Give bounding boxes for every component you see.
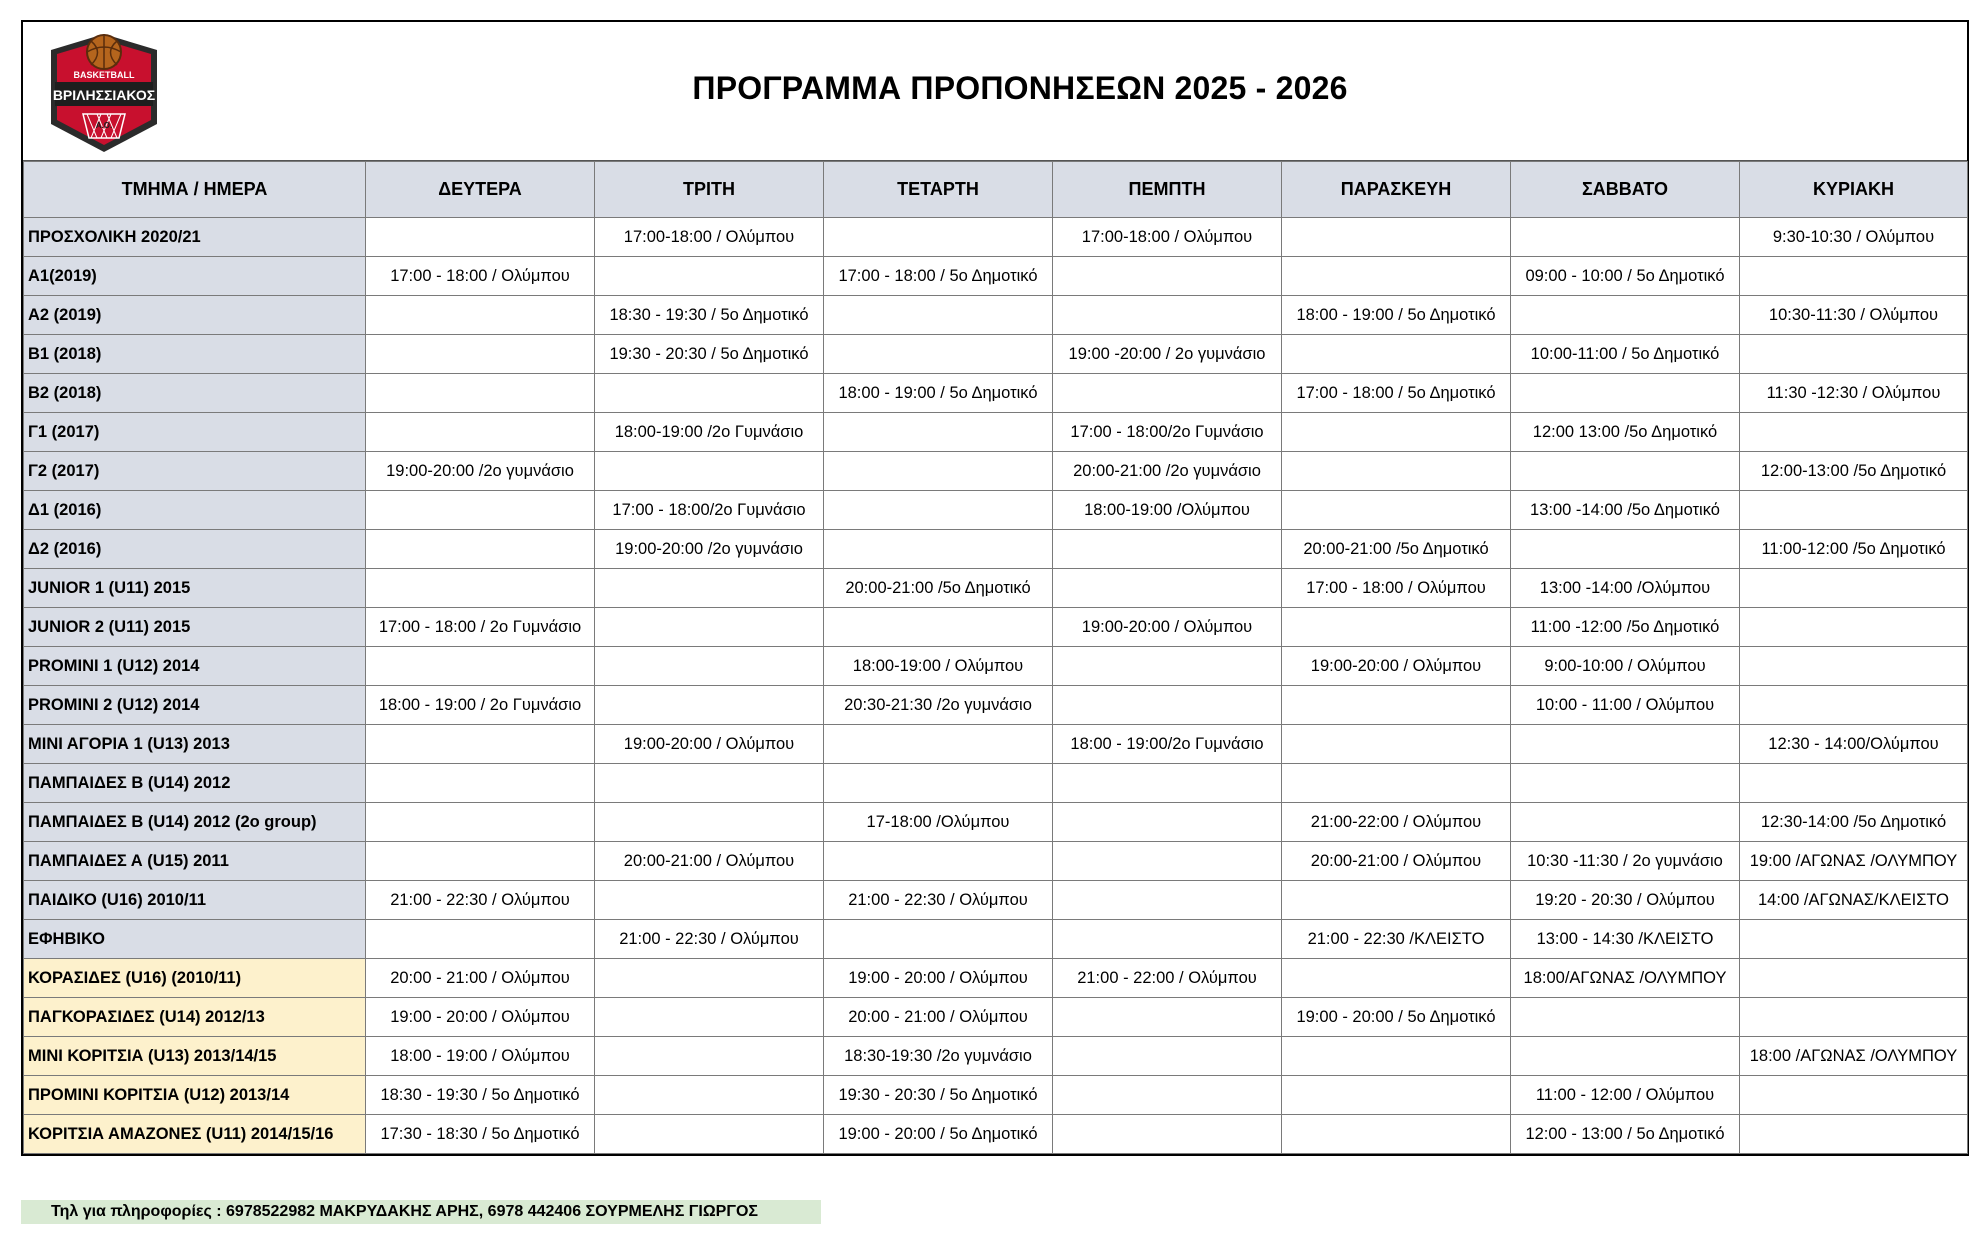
schedule-slot-cell: 10:00 - 11:00 / Ολύμπου — [1511, 686, 1740, 725]
group-name-cell: ΠΑΓΚΟΡΑΣΙΔΕΣ (U14) 2012/13 — [24, 998, 366, 1037]
schedule-slot-cell — [824, 608, 1053, 647]
group-name-cell: PROMINI 1 (U12) 2014 — [24, 647, 366, 686]
column-header-monday: ΔΕΥΤΕΡΑ — [366, 162, 595, 218]
table-row — [24, 803, 1968, 842]
schedule-slot-cell — [366, 725, 595, 764]
table-row — [24, 530, 1968, 569]
group-name-cell: Δ2 (2016) — [24, 530, 366, 569]
schedule-slot-cell — [1282, 1076, 1511, 1115]
schedule-slot-cell: 17:00 - 18:00 / 2ο Γυμνάσιο — [366, 608, 595, 647]
schedule-slot-cell — [595, 686, 824, 725]
schedule-slot-cell — [1282, 218, 1511, 257]
schedule-slot-cell: 21:00 - 22:30 / Ολύμπου — [824, 881, 1053, 920]
schedule-slot-cell — [824, 725, 1053, 764]
schedule-slot-cell — [595, 959, 824, 998]
schedule-slot-cell: 11:00-12:00 /5ο Δημοτικό — [1740, 530, 1968, 569]
schedule-slot-cell — [366, 530, 595, 569]
table-row — [24, 296, 1968, 335]
schedule-slot-cell — [366, 569, 595, 608]
schedule-slot-cell: 19:00-20:00 / Ολύμπου — [1282, 647, 1511, 686]
header-row — [24, 162, 1968, 218]
schedule-slot-cell — [595, 1076, 824, 1115]
group-name-cell: Β1 (2018) — [24, 335, 366, 374]
schedule-slot-cell — [1282, 764, 1511, 803]
schedule-slot-cell — [595, 803, 824, 842]
schedule-slot-cell — [1282, 881, 1511, 920]
schedule-slot-cell: 11:30 -12:30 / Ολύμπου — [1740, 374, 1968, 413]
schedule-slot-cell: 21:00 - 22:30 /ΚΛΕΙΣΤΟ — [1282, 920, 1511, 959]
table-row — [24, 920, 1968, 959]
schedule-slot-cell — [1740, 608, 1968, 647]
schedule-slot-cell — [1740, 257, 1968, 296]
schedule-slot-cell — [366, 335, 595, 374]
schedule-slot-cell — [366, 413, 595, 452]
schedule-slot-cell: 11:00 - 12:00 / Ολύμπου — [1511, 1076, 1740, 1115]
schedule-slot-cell: 20:00 - 21:00 / Ολύμπου — [824, 998, 1053, 1037]
schedule-slot-cell: 19:20 - 20:30 / Ολύμπου — [1511, 881, 1740, 920]
schedule-slot-cell: 20:00-21:00 /5ο Δημοτικό — [824, 569, 1053, 608]
schedule-slot-cell: 13:00 -14:00 /Ολύμπου — [1511, 569, 1740, 608]
schedule-slot-cell — [366, 296, 595, 335]
schedule-slot-cell — [366, 803, 595, 842]
schedule-slot-cell: 10:00-11:00 / 5ο Δημοτικό — [1511, 335, 1740, 374]
table-row — [24, 1115, 1968, 1154]
schedule-slot-cell: 9:30-10:30 / Ολύμπου — [1740, 218, 1968, 257]
schedule-slot-cell: 10:30 -11:30 / 2ο γυμνάσιο — [1511, 842, 1740, 881]
schedule-slot-cell — [1511, 764, 1740, 803]
schedule-slot-cell — [1053, 764, 1282, 803]
schedule-slot-cell — [1053, 296, 1282, 335]
group-name-cell: ΕΦΗΒΙΚΟ — [24, 920, 366, 959]
schedule-slot-cell — [1740, 1115, 1968, 1154]
group-name-cell: JUNIOR 2 (U11) 2015 — [24, 608, 366, 647]
schedule-slot-cell — [1282, 257, 1511, 296]
group-name-cell: ΚΟΡΙΤΣΙΑ ΑΜΑΖΟΝΕΣ (U11) 2014/15/16 — [24, 1115, 366, 1154]
schedule-slot-cell — [1282, 452, 1511, 491]
schedule-slot-cell — [1053, 1037, 1282, 1076]
group-name-cell: PROMINI 2 (U12) 2014 — [24, 686, 366, 725]
table-row — [24, 725, 1968, 764]
column-header-sunday: ΚΥΡΙΑΚΗ — [1740, 162, 1968, 218]
schedule-slot-cell: 11:00 -12:00 /5ο Δημοτικό — [1511, 608, 1740, 647]
schedule-slot-cell: 19:00-20:00 /2ο γυμνάσιο — [595, 530, 824, 569]
schedule-slot-cell: 13:00 - 14:30 /ΚΛΕΙΣΤΟ — [1511, 920, 1740, 959]
schedule-slot-cell — [1053, 374, 1282, 413]
schedule-slot-cell: 12:30-14:00 /5ο Δημοτικό — [1740, 803, 1968, 842]
schedule-slot-cell — [1740, 335, 1968, 374]
table-row — [24, 218, 1968, 257]
schedule-slot-cell — [824, 218, 1053, 257]
schedule-slot-cell: 19:00 - 20:00 / Ολύμπου — [366, 998, 595, 1037]
schedule-slot-cell: 9:00-10:00 / Ολύμπου — [1511, 647, 1740, 686]
group-name-cell: Γ2 (2017) — [24, 452, 366, 491]
schedule-slot-cell — [1053, 686, 1282, 725]
schedule-slot-cell: 17:00 - 18:00/2ο Γυμνάσιο — [1053, 413, 1282, 452]
schedule-slot-cell — [1282, 1037, 1511, 1076]
column-header-tuesday: ΤΡΙΤΗ — [595, 162, 824, 218]
group-name-cell: Α1(2019) — [24, 257, 366, 296]
schedule-slot-cell: 20:00-21:00 /5ο Δημοτικό — [1282, 530, 1511, 569]
schedule-slot-cell — [366, 764, 595, 803]
schedule-slot-cell — [1740, 764, 1968, 803]
group-name-cell: ΚΟΡΑΣΙΔΕΣ (U16) (2010/11) — [24, 959, 366, 998]
crest-top-text: BASKETBALL — [73, 70, 135, 80]
schedule-slot-cell: 12:00 13:00 /5ο Δημοτικό — [1511, 413, 1740, 452]
schedule-slot-cell: 18:00 - 19:00 / 2ο Γυμνάσιο — [366, 686, 595, 725]
schedule-slot-cell — [366, 218, 595, 257]
schedule-slot-cell: 18:30 - 19:30 / 5ο Δημοτικό — [366, 1076, 595, 1115]
schedule-slot-cell — [366, 374, 595, 413]
group-name-cell: ΜΙΝΙ ΑΓΟΡΙΑ 1 (U13) 2013 — [24, 725, 366, 764]
schedule-slot-cell — [1511, 998, 1740, 1037]
schedule-slot-cell — [1740, 959, 1968, 998]
schedule-slot-cell — [1053, 920, 1282, 959]
table-row — [24, 842, 1968, 881]
schedule-slot-cell: 18:00 - 19:00/2ο Γυμνάσιο — [1053, 725, 1282, 764]
schedule-slot-cell — [824, 920, 1053, 959]
column-header-friday: ΠΑΡΑΣΚΕΥΗ — [1282, 162, 1511, 218]
schedule-slot-cell — [366, 842, 595, 881]
schedule-slot-cell — [366, 920, 595, 959]
schedule-slot-cell: 10:30-11:30 / Ολύμπου — [1740, 296, 1968, 335]
schedule-slot-cell: 19:00-20:00 / Ολύμπου — [595, 725, 824, 764]
group-name-cell: ΠΑΜΠΑΙΔΕΣ Α (U15) 2011 — [24, 842, 366, 881]
page-title: ΠΡΟΓΡΑΜΜΑ ΠΡΟΠΟΝΗΣΕΩΝ 2025 - 2026 — [692, 70, 1348, 106]
group-name-cell: Δ1 (2016) — [24, 491, 366, 530]
schedule-slot-cell — [1282, 725, 1511, 764]
schedule-slot-cell — [1053, 803, 1282, 842]
schedule-slot-cell — [1282, 1115, 1511, 1154]
schedule-slot-cell — [1740, 998, 1968, 1037]
schedule-slot-cell: 18:00 - 19:00 / 5ο Δημοτικό — [824, 374, 1053, 413]
table-row — [24, 608, 1968, 647]
schedule-slot-cell — [1511, 452, 1740, 491]
schedule-slot-cell — [1511, 374, 1740, 413]
schedule-slot-cell — [366, 647, 595, 686]
schedule-slot-cell: 21:00 - 22:00 / Ολύμπου — [1053, 959, 1282, 998]
table-row — [24, 764, 1968, 803]
schedule-slot-cell: 18:00 /ΑΓΩΝΑΣ /ΟΛΥΜΠΟΥ — [1740, 1037, 1968, 1076]
schedule-slot-cell — [1511, 1037, 1740, 1076]
schedule-slot-cell: 17:00 - 18:00 / 5ο Δημοτικό — [1282, 374, 1511, 413]
schedule-slot-cell: 18:00 - 19:00 / Ολύμπου — [366, 1037, 595, 1076]
table-row — [24, 959, 1968, 998]
schedule-slot-cell: 12:00 - 13:00 / 5ο Δημοτικό — [1511, 1115, 1740, 1154]
schedule-slot-cell: 17:00 - 18:00/2ο Γυμνάσιο — [595, 491, 824, 530]
schedule-slot-cell — [1053, 569, 1282, 608]
schedule-slot-cell — [1053, 881, 1282, 920]
schedule-slot-cell: 18:00-19:00 /Ολύμπου — [1053, 491, 1282, 530]
schedule-slot-cell — [1282, 959, 1511, 998]
schedule-slot-cell — [1740, 686, 1968, 725]
group-name-cell: Γ1 (2017) — [24, 413, 366, 452]
schedule-slot-cell — [595, 374, 824, 413]
group-name-cell: ΜΙΝΙ ΚΟΡΙΤΣΙΑ (U13) 2013/14/15 — [24, 1037, 366, 1076]
schedule-slot-cell — [1053, 998, 1282, 1037]
table-row — [24, 1037, 1968, 1076]
schedule-slot-cell: 12:30 - 14:00/Ολύμπου — [1740, 725, 1968, 764]
schedule-slot-cell: 18:00-19:00 / Ολύμπου — [824, 647, 1053, 686]
schedule-slot-cell: 20:00-21:00 /2ο γυμνάσιο — [1053, 452, 1282, 491]
table-row — [24, 335, 1968, 374]
group-name-cell: ΠΑΜΠΑΙΔΕΣ Β (U14) 2012 — [24, 764, 366, 803]
column-header-group: ΤΜΗΜΑ / ΗΜΕΡΑ — [24, 162, 366, 218]
schedule-slot-cell — [595, 764, 824, 803]
crest-initials-text: Α.Ο. — [95, 121, 113, 130]
schedule-slot-cell — [824, 764, 1053, 803]
column-header-wednesday: ΤΕΤΑΡΤΗ — [824, 162, 1053, 218]
schedule-slot-cell — [1282, 413, 1511, 452]
schedule-slot-cell: 20:00-21:00 / Ολύμπου — [595, 842, 824, 881]
group-name-cell: ΠΡΟΜΙΝΙ ΚΟΡΙΤΣΙΑ (U12) 2013/14 — [24, 1076, 366, 1115]
table-row — [24, 374, 1968, 413]
schedule-slot-cell — [1053, 1076, 1282, 1115]
schedule-slot-cell — [1053, 647, 1282, 686]
schedule-slot-cell: 09:00 - 10:00 / 5ο Δημοτικό — [1511, 257, 1740, 296]
table-row — [24, 413, 1968, 452]
schedule-slot-cell: 19:00 -20:00 / 2ο γυμνάσιο — [1053, 335, 1282, 374]
schedule-slot-cell: 19:00 /ΑΓΩΝΑΣ /ΟΛΥΜΠΟΥ — [1740, 842, 1968, 881]
schedule-slot-cell: 20:30-21:30 /2ο γυμνάσιο — [824, 686, 1053, 725]
schedule-slot-cell: 17:00 - 18:00 / 5ο Δημοτικό — [824, 257, 1053, 296]
table-row — [24, 998, 1968, 1037]
group-name-cell: ΠΑΙΔΙΚΟ (U16) 2010/11 — [24, 881, 366, 920]
schedule-slot-cell: 18:00 - 19:00 / 5ο Δημοτικό — [1282, 296, 1511, 335]
schedule-slot-cell: 17-18:00 /Ολύμπου — [824, 803, 1053, 842]
schedule-slot-cell: 19:00-20:00 /2ο γυμνάσιο — [366, 452, 595, 491]
schedule-slot-cell: 19:30 - 20:30 / 5ο Δημοτικό — [824, 1076, 1053, 1115]
schedule-slot-cell — [1282, 491, 1511, 530]
group-name-cell: Α2 (2019) — [24, 296, 366, 335]
schedule-slot-cell: 13:00 -14:00 /5ο Δημοτικό — [1511, 491, 1740, 530]
table-row — [24, 257, 1968, 296]
schedule-slot-cell — [1053, 1115, 1282, 1154]
schedule-slot-cell: 18:30-19:30 /2ο γυμνάσιο — [824, 1037, 1053, 1076]
table-row — [24, 452, 1968, 491]
schedule-slot-cell — [595, 1037, 824, 1076]
schedule-slot-cell — [595, 257, 824, 296]
schedule-slot-cell — [595, 452, 824, 491]
schedule-slot-cell — [595, 608, 824, 647]
table-row — [24, 569, 1968, 608]
schedule-slot-cell — [1053, 530, 1282, 569]
schedule-slot-cell — [595, 647, 824, 686]
schedule-slot-cell — [1740, 920, 1968, 959]
schedule-slot-cell — [1511, 218, 1740, 257]
crest-name-text: ΒΡΙΛΗΣΣΙΑΚΟΣ — [52, 87, 156, 103]
schedule-slot-cell: 20:00 - 21:00 / Ολύμπου — [366, 959, 595, 998]
schedule-slot-cell — [824, 491, 1053, 530]
group-name-cell: JUNIOR 1 (U11) 2015 — [24, 569, 366, 608]
schedule-slot-cell: 18:30 - 19:30 / 5ο Δημοτικό — [595, 296, 824, 335]
schedule-slot-cell — [1511, 530, 1740, 569]
schedule-slot-cell — [1053, 842, 1282, 881]
schedule-slot-cell — [824, 296, 1053, 335]
schedule-slot-cell: 19:00-20:00 / Ολύμπου — [1053, 608, 1282, 647]
schedule-slot-cell: 17:30 - 18:30 / 5ο Δημοτικό — [366, 1115, 595, 1154]
schedule-slot-cell — [595, 881, 824, 920]
schedule-slot-cell: 20:00-21:00 / Ολύμπου — [1282, 842, 1511, 881]
schedule-slot-cell — [1740, 491, 1968, 530]
table-row — [24, 881, 1968, 920]
schedule-slot-cell: 18:00/ΑΓΩΝΑΣ /ΟΛΥΜΠΟΥ — [1511, 959, 1740, 998]
table-row — [24, 491, 1968, 530]
schedule-slot-cell: 21:00 - 22:30 / Ολύμπου — [366, 881, 595, 920]
schedule-slot-cell: 19:00 - 20:00 / 5ο Δημοτικό — [824, 1115, 1053, 1154]
schedule-slot-cell — [824, 842, 1053, 881]
schedule-slot-cell — [595, 1115, 824, 1154]
schedule-slot-cell — [824, 530, 1053, 569]
schedule-slot-cell — [595, 569, 824, 608]
schedule-slot-cell — [1740, 569, 1968, 608]
schedule-slot-cell — [1053, 257, 1282, 296]
schedule-slot-cell — [1511, 296, 1740, 335]
column-header-saturday: ΣΑΒΒΑΤΟ — [1511, 162, 1740, 218]
header-band — [23, 22, 1967, 161]
schedule-slot-cell: 17:00-18:00 / Ολύμπου — [595, 218, 824, 257]
schedule-slot-cell: 19:30 - 20:30 / 5ο Δημοτικό — [595, 335, 824, 374]
schedule-slot-cell — [1282, 335, 1511, 374]
schedule-slot-cell — [1282, 608, 1511, 647]
group-name-cell: ΠΡΟΣΧΟΛΙΚΗ 2020/21 — [24, 218, 366, 257]
schedule-slot-cell — [1740, 413, 1968, 452]
schedule-slot-cell — [824, 452, 1053, 491]
schedule-slot-cell: 12:00-13:00 /5ο Δημοτικό — [1740, 452, 1968, 491]
schedule-slot-cell — [1740, 647, 1968, 686]
schedule-slot-cell — [824, 335, 1053, 374]
schedule-slot-cell — [824, 413, 1053, 452]
table-row — [24, 686, 1968, 725]
schedule-slot-cell — [1282, 686, 1511, 725]
schedule-slot-cell — [1511, 803, 1740, 842]
table-row — [24, 1076, 1968, 1115]
schedule-sheet — [21, 20, 1969, 1156]
schedule-slot-cell: 17:00-18:00 / Ολύμπου — [1053, 218, 1282, 257]
table-row — [24, 647, 1968, 686]
schedule-body — [24, 218, 1968, 1154]
group-name-cell: ΠΑΜΠΑΙΔΕΣ Β (U14) 2012 (2o group) — [24, 803, 366, 842]
schedule-slot-cell: 17:00 - 18:00 / Ολύμπου — [366, 257, 595, 296]
schedule-slot-cell: 14:00 /ΑΓΩΝΑΣ/ΚΛΕΙΣΤΟ — [1740, 881, 1968, 920]
schedule-slot-cell — [1511, 725, 1740, 764]
schedule-slot-cell: 18:00-19:00 /2ο Γυμνάσιο — [595, 413, 824, 452]
training-schedule-table — [23, 161, 1968, 1154]
schedule-slot-cell — [1740, 1076, 1968, 1115]
schedule-slot-cell: 21:00-22:00 / Ολύμπου — [1282, 803, 1511, 842]
schedule-slot-cell: 21:00 - 22:30 / Ολύμπου — [595, 920, 824, 959]
schedule-slot-cell: 19:00 - 20:00 / Ολύμπου — [824, 959, 1053, 998]
schedule-slot-cell: 19:00 - 20:00 / 5ο Δημοτικό — [1282, 998, 1511, 1037]
schedule-slot-cell: 17:00 - 18:00 / Ολύμπου — [1282, 569, 1511, 608]
schedule-slot-cell — [366, 491, 595, 530]
schedule-slot-cell — [595, 998, 824, 1037]
contact-footer: Τηλ για πληροφορίες : 6978522982 ΜΑΚΡΥΔΑΚΗΣ ΑΡΗΣ, 6978 442406 ΣΟΥΡΜΕΛΗΣ ΓΙΩΡΓΟΣ — [21, 1200, 821, 1224]
group-name-cell: Β2 (2018) — [24, 374, 366, 413]
column-header-thursday: ΠΕΜΠΤΗ — [1053, 162, 1282, 218]
